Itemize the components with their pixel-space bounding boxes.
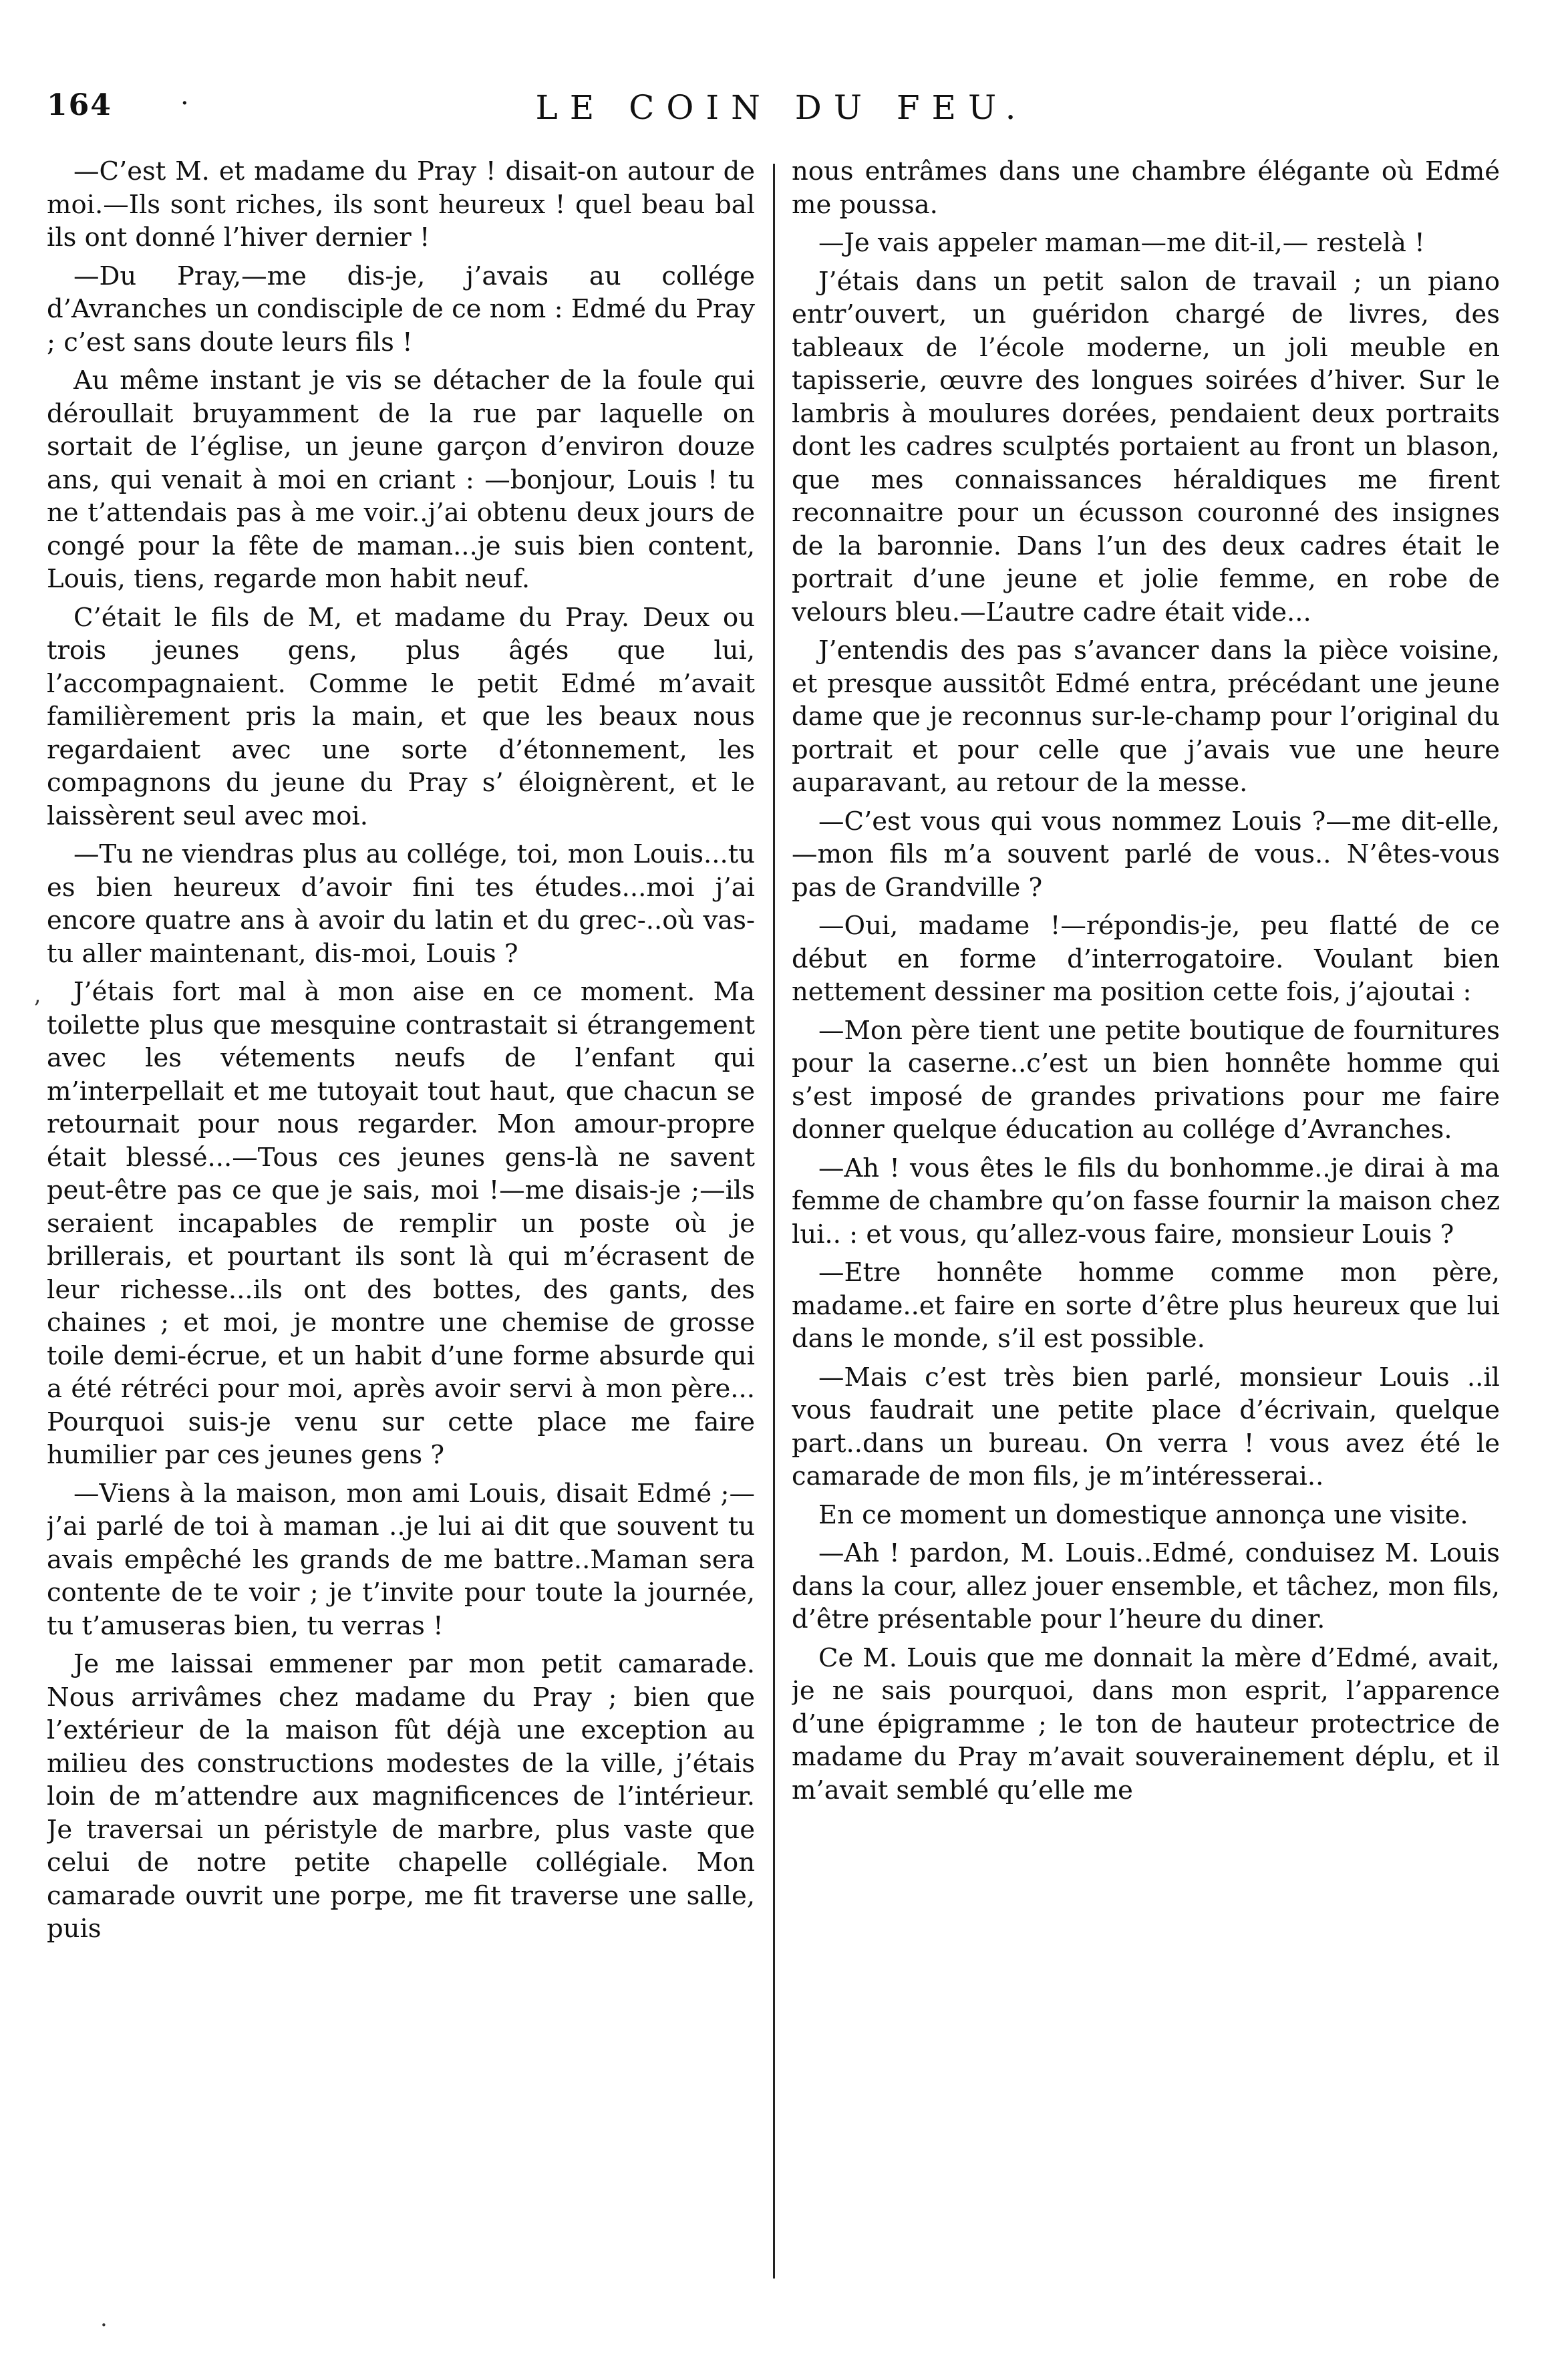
paragraph: —Oui, madame !—répondis-je, peu flatté de ce début en forme d’interrogatoire. Voulant bien nettement dessiner ma position cette fois, j’ajoutai :	[792, 911, 1500, 1007]
bottom-tick: ·	[100, 2312, 108, 2339]
paragraph: —Ah ! pardon, M. Louis..Edmé, conduisez M. Louis dans la cour, allez jouer ensemble, et tâchez, mon fils, d’être présentable pour l’heure du diner.	[792, 1538, 1500, 1634]
paragraph: —C’est M. et madame du Pray ! disait-on autour de moi.—Ils sont riches, ils sont heureux ! quel beau bal ils ont donné l’hiver dernier !	[47, 156, 755, 253]
left-column	[47, 155, 755, 2293]
paragraph: Ce M. Louis que me donnait la mère d’Edmé, avait, je ne sais pourquoi, dans mon esprit, l’apparence d’une épigramme ; le ton de hauteur protectrice de madame du Pray m’avait souverainement déplu, et il m’avait semblé qu’elle me	[792, 1642, 1500, 1805]
paragraph: En ce moment un domestique annonça une visite.	[818, 1499, 1468, 1530]
column-divider	[773, 164, 775, 2278]
paragraph: —Etre honnête homme comme mon père, madame..et faire en sorte d’être plus heureux que lui dans le monde, s’il est possible.	[792, 1258, 1500, 1354]
paragraph: —Ah ! vous êtes le fils du bonhomme..je dirai à ma femme de chambre qu’on fasse fournir la maison chez lui.. : et vous, qu’allez-vous faire, monsieur Louis ?	[792, 1153, 1500, 1249]
page-number: 164	[47, 88, 112, 122]
paragraph: J’étais fort mal à mon aise en ce moment. Ma toilette plus que mesquine contrastait si étrangement avec les vétements neufs de l’enfant qui m’interpellait et me tutoyait tout haut, que chacun se retournait pour nous regarder. Mon amour-propre était blessé...—Tous ces jeunes gens-là ne savent peut-être pas ce que je sais, moi !—me disais-je ;—ils seraient incapables de remplir un poste où je brillerais, et pourtant ils sont là qui m’écrasent de leur richesse...ils ont des bottes, des gants, des chaines ; et moi, je montre une chemise de grosse toile demi-écrue, et un habit d’une forme absurde qui a été rétréci pour moi, après avoir servi à mon père... Pourquoi suis-je venu sur cette place me faire humilier par ces jeunes gens ?	[47, 977, 755, 1470]
right-column	[792, 155, 1500, 2293]
paragraph-continuation: nous entrâmes dans une chambre élégante où Edmé me poussa.	[792, 156, 1500, 220]
paragraph: Je me laissai emmener par mon petit camarade. Nous arrivâmes chez madame du Pray ; bien que l’extérieur de la maison fût déjà une exception au milieu des constructions modestes de la ville, j’étais loin de m’attendre aux magnificences de l’intérieur. Je traversai un péristyle de marbre, plus vaste que celui de notre petite chapelle collégiale. Mon camarade ouvrit une porpe, me fit traverse une salle, puis	[47, 1649, 755, 1944]
paragraph: —Mais c’est très bien parlé, monsieur Louis ..il vous faudrait une petite place d’écrivain, quelque part..dans un bureau. On verra ! vous avez été le camarade de mon fils, je m’intéresserai..	[792, 1362, 1500, 1491]
header-separator: ·	[180, 88, 189, 119]
running-title: LE COIN DU FEU.	[535, 88, 1028, 127]
paragraph: C’était le fils de M, et madame du Pray. Deux ou trois jeunes gens, plus âgés que lui, l’accompagnaient. Comme le petit Edmé m’avait familièrement pris la main, et que les beaux nous regardaient avec une sorte d’étonnement, les compagnons du jeune du Pray s’ éloignèrent, et le laissèrent seul avec moi.	[47, 602, 755, 831]
paragraph: Au même instant je vis se détacher de la foule qui déroullait bruyamment de la rue par laquelle on sortait de l’église, un jeune garçon d’environ douze ans, qui venait à moi en criant : —bonjour, Louis ! tu ne t’attendais pas à me voir..j’ai obtenu deux jours de congé pour la fête de maman...je suis bien content, Louis, tiens, regarde mon habit neuf.	[47, 365, 755, 594]
paragraph: —Viens à la maison, mon ami Louis, disait Edmé ;—j’ai parlé de toi à maman ..je lui ai dit que souvent tu avais empêché les grands de me battre..Maman sera contente de te voir ; je t’invite pour toute la journée, tu t’amuseras bien, tu verras !	[47, 1478, 755, 1641]
paragraph: —C’est vous qui vous nommez Louis ?—me dit-elle,—mon fils m’a souvent parlé de vous.. N’êtes-vous pas de Grandville ?	[792, 806, 1500, 903]
paragraph: —Du Pray,—me dis-je, j’avais au collége d’Avranches un condisciple de ce nom : Edmé du Pray ; c’est sans doute leurs fils !	[47, 261, 755, 357]
paragraph: —Mon père tient une petite boutique de fournitures pour la caserne..c’est un bien honnête homme qui s’est imposé de grandes privations pour me faire donner quelque éducation au collége d’Avranches.	[792, 1015, 1500, 1145]
margin-tick: ’	[33, 996, 41, 1022]
paragraph: —Tu ne viendras plus au collége, toi, mon Louis...tu es bien heureux d’avoir fini tes études...moi j’ai encore quatre ans à avoir du latin et du grec-..où vas-tu aller maintenant, dis-moi, Louis ?	[47, 839, 755, 969]
paragraph: J’entendis des pas s’avancer dans la pièce voisine, et presque aussitôt Edmé entra, précédant une jeune dame que je reconnus sur-le-champ pour l’original du portrait et pour celle que j’avais vue une heure auparavant, au retour de la messe.	[792, 635, 1500, 798]
paragraph: —Je vais appeler maman—me dit-il,— restelà !	[818, 228, 1425, 258]
page-header	[47, 88, 1517, 128]
paragraph: J’étais dans un petit salon de travail ; un piano entr’ouvert, un guéridon chargé de livres, des tableaux de l’école moderne, un joli meuble en tapisserie, œuvre des longues soirées d’hiver. Sur le lambris à moulures dorées, pendaient deux portraits dont les cadres sculptés portaient au front un blason, que mes connaissances héraldiques me firent reconnaitre pour un écusson couronné des insignes de la baronnie. Dans l’un des deux cadres était le portrait d’une jeune et jolie femme, en robe de velours bleu.—L’autre cadre était vide...	[792, 266, 1500, 627]
